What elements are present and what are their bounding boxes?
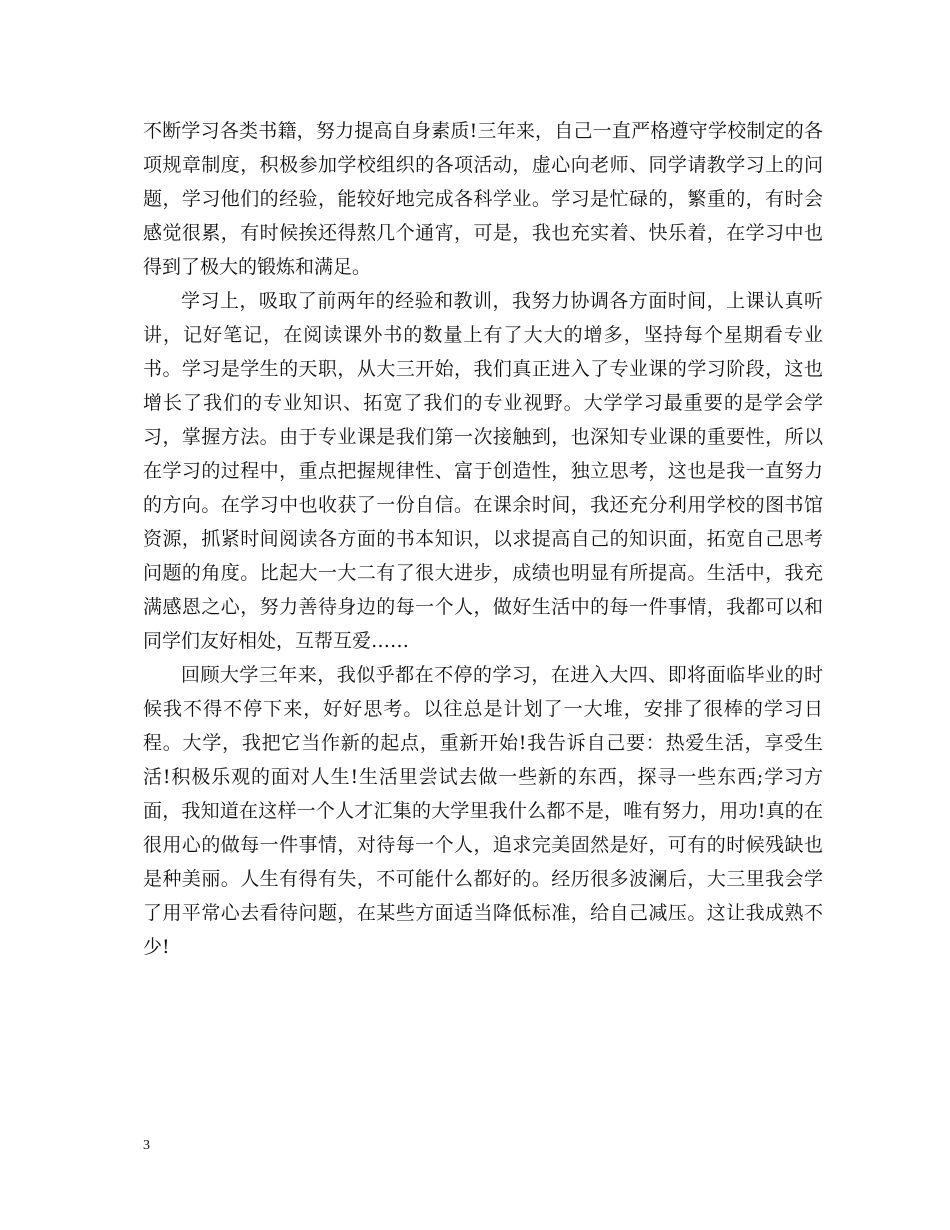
paragraph-study: 学习上，吸取了前两年的经验和教训，我努力协调各方面时间，上课认真听讲，记好笔记，在阅读课外书的数量上有了大大的增多，坚持每个星期看专业书。学习是学生的天职，从大三开始，我们真正进入了专业课的学习阶段，这也增长了我们的专业知识、拓宽了我们的专业视野。大学学习最重要的是学会学习，掌握方法。由于专业课是我们第一次接触到，也深知专业课的重要性，所以在学习的过程中，重点把握规律性、富于创造性，独立思考，这也是我一直努力的方向。在学习中也收获了一份自信。在课余时间，我还充分利用学校的图书馆资源，抓紧时间阅读各方面的书本知识，以求提高自己的知识面，拓宽自己思考问题的角度。比起大一大二有了很大进步，成绩也明显有所提高。生活中，我充满感恩之心，努力善待身边的每一个人，做好生活中的每一件事情，我都可以和同学们友好相处，互帮互爱…… xyxy=(143,290,823,652)
paragraph-continued: 不断学习各类书籍，努力提高自身素质!三年来，自己一直严格遵守学校制定的各项规章制度，积极参加学校组织的各项活动，虚心向老师、同学请教学习上的问题，学习他们的经验，能较好地完成各科学业。学习是忙碌的，繁重的，有时会感觉很累，有时候挨还得熬几个通宵，可是，我也充实着、快乐着，在学习中也得到了极大的锻炼和满足。 xyxy=(143,120,823,278)
paragraph-review: 回顾大学三年来，我似乎都在不停的学习，在进入大四、即将面临毕业的时候我不得不停下来，好好思考。以往总是计划了一大堆，安排了很棒的学习日程。大学，我把它当作新的起点，重新开始!我告诉自己要：热爱生活，享受生活!积极乐观的面对人生!生活里尝试去做一些新的东西，探寻一些东西;学习方面，我知道在这样一个人才汇集的大学里我什么都不是，唯有努力，用功!真的在很用心的做每一件事情，对待每一个人，追求完美固然是好，可有的时候残缺也是种美丽。人生有得有失，不可能什么都好的。经历很多波澜后，大三里我会学了用平常心去看待问题，在某些方面适当降低标准，给自己减压。这让我成熟不少! xyxy=(143,664,823,958)
document-body xyxy=(143,114,823,964)
page-number: 3 xyxy=(143,1138,150,1153)
